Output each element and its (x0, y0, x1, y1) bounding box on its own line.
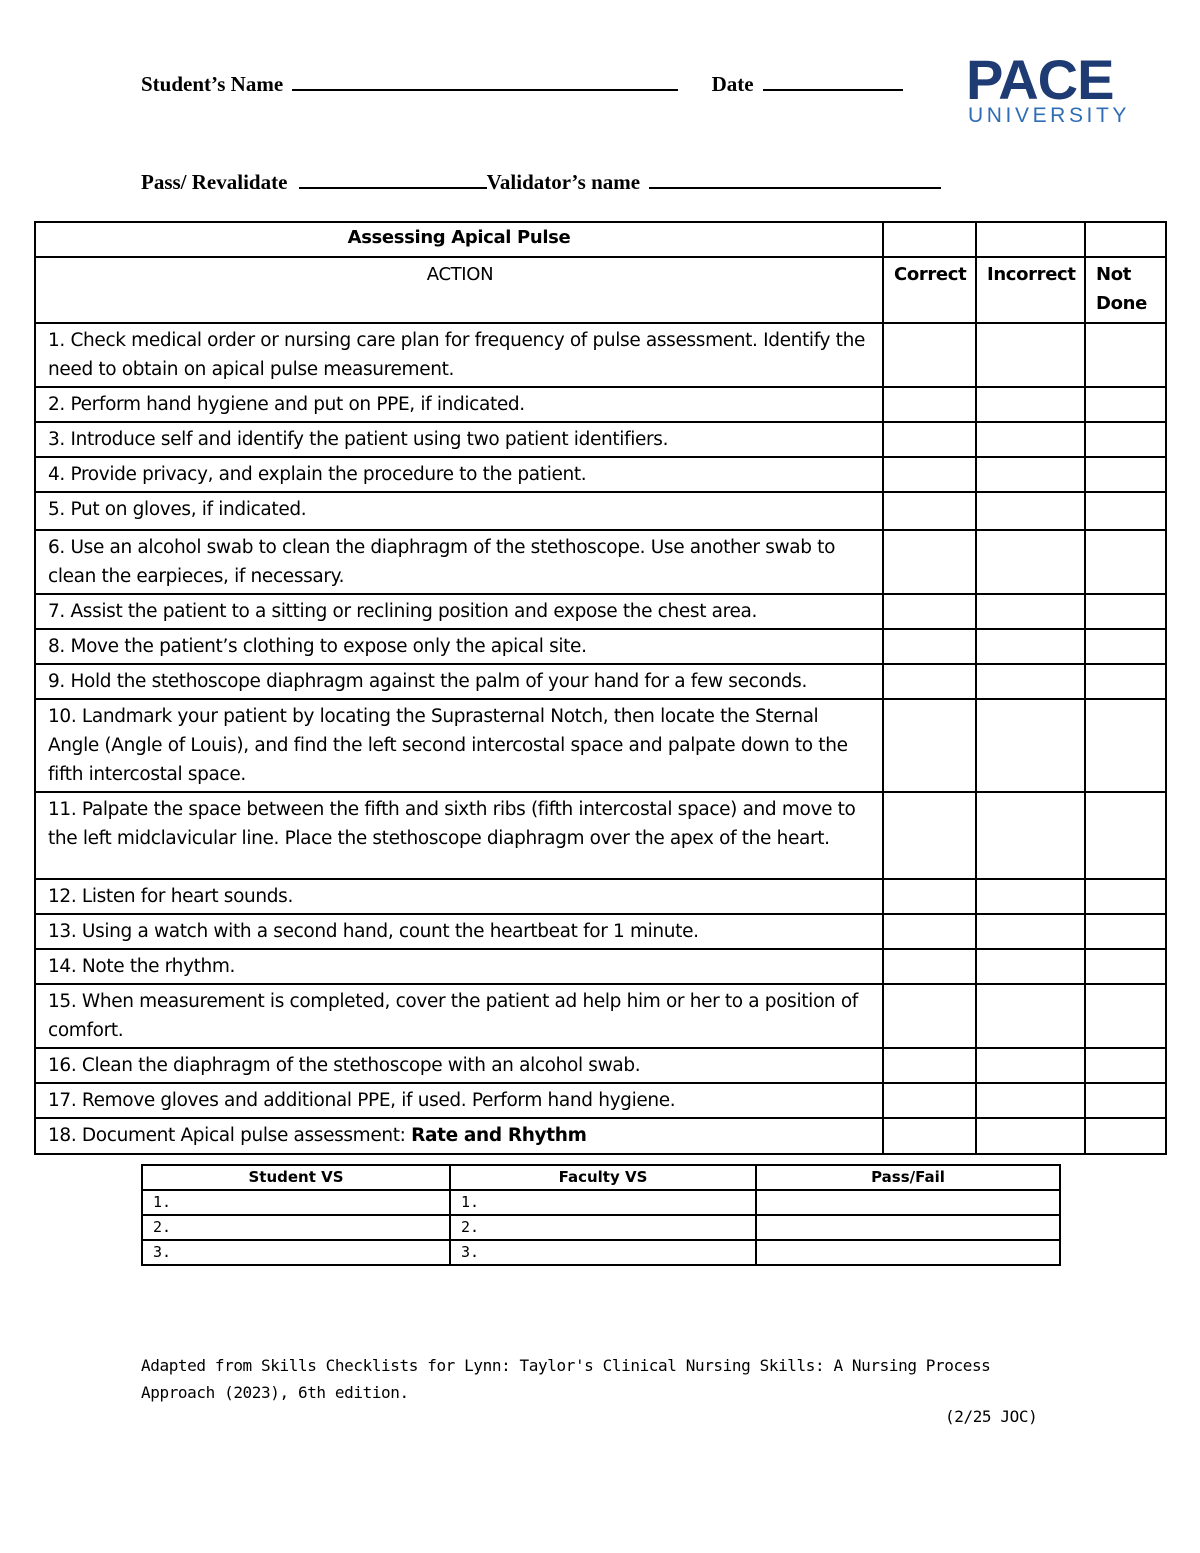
correct-checkbox-cell[interactable] (883, 492, 976, 530)
incorrect-checkbox-cell[interactable] (976, 1048, 1085, 1083)
correct-checkbox-cell[interactable] (883, 530, 976, 594)
incorrect-checkbox-cell[interactable] (976, 1118, 1085, 1154)
header-line-2 (141, 170, 941, 195)
checklist-step-row (35, 914, 1166, 949)
vital-signs-header-row (142, 1165, 1060, 1190)
not-done-checkbox-cell[interactable] (1085, 664, 1166, 699)
correct-checkbox-cell[interactable] (883, 949, 976, 984)
correct-checkbox-cell[interactable] (883, 699, 976, 792)
step-text: 16. Clean the diaphragm of the stethoscope with an alcohol swab. (35, 1048, 883, 1083)
correct-checkbox-cell[interactable] (883, 387, 976, 422)
correct-checkbox-cell[interactable] (883, 1118, 976, 1154)
incorrect-checkbox-cell[interactable] (976, 1083, 1085, 1118)
not-done-checkbox-cell[interactable] (1085, 949, 1166, 984)
step-text: 17. Remove gloves and additional PPE, if used. Perform hand hygiene. (35, 1083, 883, 1118)
validator-name-field[interactable] (649, 187, 941, 189)
validator-name-label: Validator’s name (486, 170, 641, 194)
step-text: 13. Using a watch with a second hand, count the heartbeat for 1 minute. (35, 914, 883, 949)
checklist-step-row (35, 879, 1166, 914)
student-name-label: Student’s Name (141, 72, 284, 96)
incorrect-checkbox-cell[interactable] (976, 530, 1085, 594)
correct-checkbox-cell[interactable] (883, 984, 976, 1048)
pass-revalidate-field[interactable] (299, 187, 487, 189)
step-text: 15. When measurement is completed, cover the patient ad help him or her to a position of comfort. (35, 984, 883, 1048)
checklist-step-row (35, 949, 1166, 984)
step-text: 14. Note the rhythm. (35, 949, 883, 984)
step-text: 2. Perform hand hygiene and put on PPE, if indicated. (35, 387, 883, 422)
checklist-title-row (35, 222, 1166, 257)
step-text: 3. Introduce self and identify the patient using two patient identifiers. (35, 422, 883, 457)
incorrect-checkbox-cell[interactable] (976, 984, 1085, 1048)
incorrect-checkbox-cell[interactable] (976, 457, 1085, 492)
pass-fail-cell[interactable] (756, 1215, 1060, 1240)
logo-wordmark-pace: PACE (966, 48, 1114, 111)
skills-checklist-table (34, 221, 1167, 1155)
student-vs-cell[interactable]: 3. (142, 1240, 450, 1265)
incorrect-checkbox-cell[interactable] (976, 664, 1085, 699)
incorrect-checkbox-cell[interactable] (976, 594, 1085, 629)
header-line-1 (141, 72, 903, 97)
step-text: 8. Move the patient’s clothing to expose only the apical site. (35, 629, 883, 664)
not-done-checkbox-cell[interactable] (1085, 323, 1166, 387)
pass-fail-cell[interactable] (756, 1190, 1060, 1215)
incorrect-column-header: Incorrect (976, 257, 1085, 323)
not-done-checkbox-cell[interactable] (1085, 1048, 1166, 1083)
not-done-checkbox-cell[interactable] (1085, 530, 1166, 594)
faculty-vs-cell[interactable]: 3. (450, 1240, 756, 1265)
step-text: 5. Put on gloves, if indicated. (35, 492, 883, 530)
incorrect-checkbox-cell[interactable] (976, 914, 1085, 949)
correct-column-header: Correct (883, 257, 976, 323)
not-done-checkbox-cell[interactable] (1085, 594, 1166, 629)
title-blank-cell (1085, 222, 1166, 257)
correct-checkbox-cell[interactable] (883, 629, 976, 664)
not-done-checkbox-cell[interactable] (1085, 1118, 1166, 1154)
student-name-field[interactable] (292, 89, 678, 91)
not-done-checkbox-cell[interactable] (1085, 457, 1166, 492)
faculty-vs-cell[interactable]: 1. (450, 1190, 756, 1215)
step-text (35, 1118, 883, 1154)
faculty-vs-header: Faculty VS (450, 1165, 756, 1190)
correct-checkbox-cell[interactable] (883, 792, 976, 879)
step-text: 1. Check medical order or nursing care plan for frequency of pulse assessment. Identify the need to obtain on apical pulse measurement. (35, 323, 883, 387)
pass-revalidate-label: Pass/ Revalidate (141, 170, 288, 194)
pass-fail-cell[interactable] (756, 1240, 1060, 1265)
checklist-step-row (35, 792, 1166, 879)
student-vs-header: Student VS (142, 1165, 450, 1190)
incorrect-checkbox-cell[interactable] (976, 387, 1085, 422)
checklist-step-row (35, 699, 1166, 792)
incorrect-checkbox-cell[interactable] (976, 422, 1085, 457)
date-label: Date (711, 72, 754, 96)
checklist-step-row (35, 629, 1166, 664)
not-done-checkbox-cell[interactable] (1085, 422, 1166, 457)
correct-checkbox-cell[interactable] (883, 879, 976, 914)
not-done-checkbox-cell[interactable] (1085, 984, 1166, 1048)
incorrect-checkbox-cell[interactable] (976, 492, 1085, 530)
vital-signs-row (142, 1240, 1060, 1265)
checklist-step-row (35, 457, 1166, 492)
step-text-emphasis: Rate and Rhythm (411, 1125, 587, 1146)
step-text: 6. Use an alcohol swab to clean the diaphragm of the stethoscope. Use another swab to clean the earpieces, if necessary. (35, 530, 883, 594)
not-done-checkbox-cell[interactable] (1085, 699, 1166, 792)
incorrect-checkbox-cell[interactable] (976, 699, 1085, 792)
correct-checkbox-cell[interactable] (883, 594, 976, 629)
student-vs-cell[interactable]: 2. (142, 1215, 450, 1240)
revision-code: (2/25 JOC) (945, 1407, 1038, 1426)
checklist-step-row (35, 664, 1166, 699)
date-field[interactable] (763, 89, 903, 91)
correct-checkbox-cell[interactable] (883, 422, 976, 457)
title-blank-cell (883, 222, 976, 257)
not-done-checkbox-cell[interactable] (1085, 387, 1166, 422)
not-done-checkbox-cell[interactable] (1085, 629, 1166, 664)
checklist-step-row (35, 594, 1166, 629)
pass-fail-header: Pass/Fail (756, 1165, 1060, 1190)
step-text: 4. Provide privacy, and explain the procedure to the patient. (35, 457, 883, 492)
step-text: 12. Listen for heart sounds. (35, 879, 883, 914)
correct-checkbox-cell[interactable] (883, 457, 976, 492)
checklist-step-row (35, 1048, 1166, 1083)
faculty-vs-cell[interactable]: 2. (450, 1215, 756, 1240)
step-text-prefix: 18. Document Apical pulse assessment: (48, 1125, 412, 1146)
checklist-title: Assessing Apical Pulse (35, 222, 883, 257)
checklist-step-row (35, 530, 1166, 594)
correct-checkbox-cell[interactable] (883, 323, 976, 387)
citation-footer: Adapted from Skills Checklists for Lynn: Taylor's Clinical Nursing Skills: A Nursing Process Approach (2023), 6th edition. (141, 1356, 991, 1402)
title-blank-cell (976, 222, 1085, 257)
incorrect-checkbox-cell[interactable] (976, 629, 1085, 664)
checklist-step-row (35, 422, 1166, 457)
checklist-step-row (35, 1083, 1166, 1118)
step-text: 10. Landmark your patient by locating the Suprasternal Notch, then locate the Sternal Angle (Angle of Louis), and find the left second intercostal space and palpate down to the fifth intercostal space. (35, 699, 883, 792)
correct-checkbox-cell[interactable] (883, 664, 976, 699)
correct-checkbox-cell[interactable] (883, 914, 976, 949)
checklist-step-row (35, 984, 1166, 1048)
not-done-checkbox-cell[interactable] (1085, 792, 1166, 879)
checklist-step-row (35, 387, 1166, 422)
vital-signs-row (142, 1215, 1060, 1240)
not-done-checkbox-cell[interactable] (1085, 914, 1166, 949)
correct-checkbox-cell[interactable] (883, 1048, 976, 1083)
step-text: 7. Assist the patient to a sitting or reclining position and expose the chest area. (35, 594, 883, 629)
vital-signs-table (141, 1164, 1061, 1266)
student-vs-cell[interactable]: 1. (142, 1190, 450, 1215)
incorrect-checkbox-cell[interactable] (976, 879, 1085, 914)
action-column-header: ACTION (35, 257, 883, 323)
incorrect-checkbox-cell[interactable] (976, 323, 1085, 387)
checklist-step-row (35, 492, 1166, 530)
checklist-header-row (35, 257, 1166, 323)
logo-wordmark-university: UNIVERSITY (968, 104, 1131, 127)
not-done-column-header: Not Done (1085, 257, 1166, 323)
correct-checkbox-cell[interactable] (883, 1083, 976, 1118)
vital-signs-row (142, 1190, 1060, 1215)
checklist-step-row (35, 1118, 1166, 1154)
checklist-step-row (35, 323, 1166, 387)
step-text: 11. Palpate the space between the fifth and sixth ribs (fifth intercostal space) and move to the left midclavicular line. Place the stethoscope diaphragm over the apex of the heart. (35, 792, 883, 879)
pace-university-logo (966, 48, 1146, 130)
incorrect-checkbox-cell[interactable] (976, 949, 1085, 984)
not-done-checkbox-cell[interactable] (1085, 492, 1166, 530)
incorrect-checkbox-cell[interactable] (976, 792, 1085, 879)
not-done-checkbox-cell[interactable] (1085, 879, 1166, 914)
step-text: 9. Hold the stethoscope diaphragm against the palm of your hand for a few seconds. (35, 664, 883, 699)
not-done-checkbox-cell[interactable] (1085, 1083, 1166, 1118)
